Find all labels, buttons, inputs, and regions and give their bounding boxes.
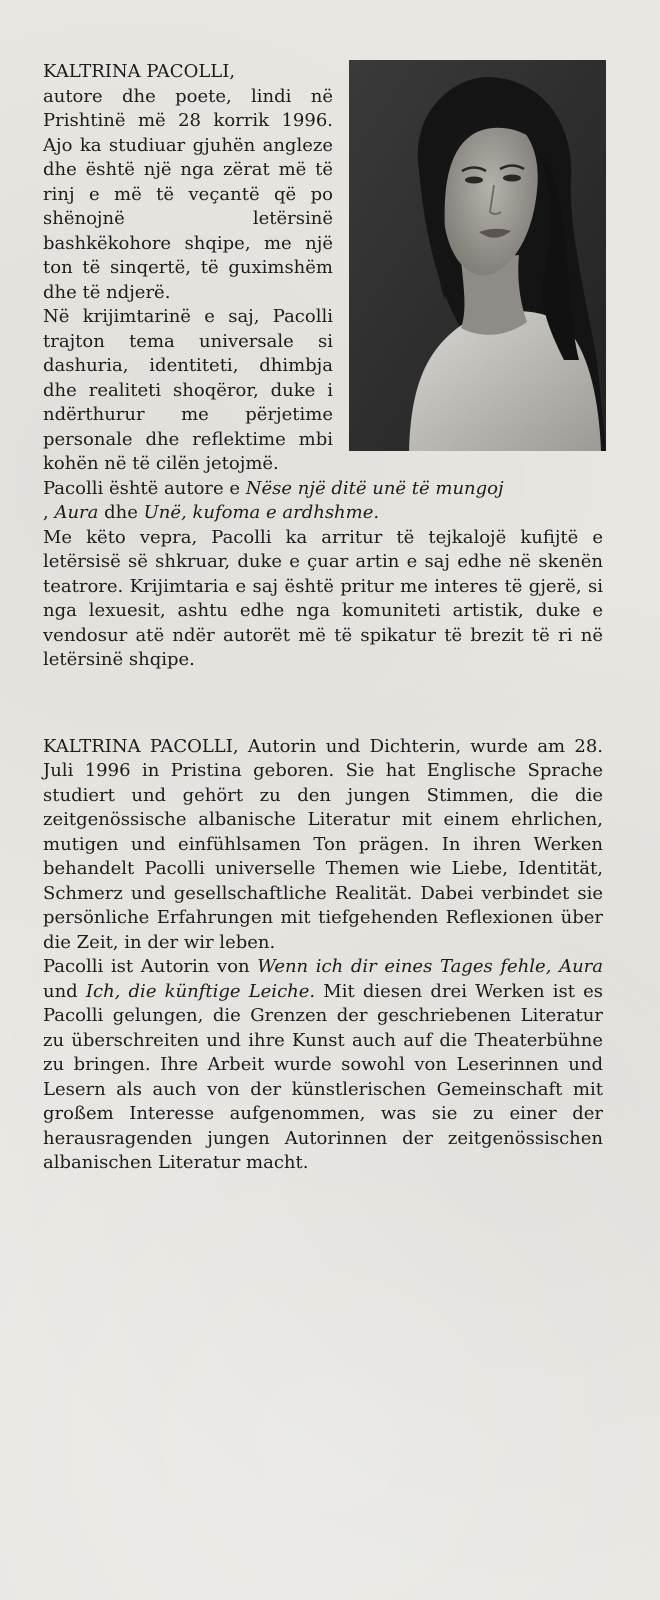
portrait-image (349, 60, 606, 451)
german-works-conjunction: und (43, 980, 86, 1002)
work-title: Ich, die künftige Leiche. (85, 980, 316, 1002)
albanian-bio-paragraph-4: Me këto vepra, Pacolli ka arritur të tejkalojë kufijtë e letërsisë së shkruar, duke e çuar artin e saj edhe në skenën teatrore. Krijimtaria e saj është pritur me interes të gjerë, si nga lexuesit, ashtu edhe nga komuniteti artistik, duke e vendosur atë ndër autorët më të spikatur të brezit të ri në letërsinë shqipe. (43, 526, 603, 670)
german-bio-paragraph-1 (43, 735, 603, 956)
german-bio-text-1: , Autorin und Dichterin, wurde am 28. Juli 1996 in Pristina geboren. Sie hat Englische Sprache studiert und gehört zu den jungen Stimmen, die die zeitgenössische albanische Literatur mit einem ehrlichen, mutigen und einfühlsamen Ton prägen. In ihren Werken behandelt Pacolli universelle Themen wie Liebe, Identität, Schmerz und gesellschaftliche Realität. Dabei verbindet sie persönliche Erfahrungen mit tiefgehenden Reflexionen über die Zeit, in der wir leben. (43, 735, 603, 953)
section-spacer (43, 673, 603, 735)
albanian-author-name: KALTRINA PACOLLI, (43, 61, 236, 82)
albanian-works-separator: , (43, 502, 55, 523)
albanian-bio-paragraph-1: autore dhe poete, lindi në Prishtinë më 28 korrik 1996. Ajo ka studiuar gjuhën angleze dhe është një nga zërat më të rinj e më të veçantë që po shënojnë letërsinë bashkëkohore shqipe, me një ton të sinqertë, të guximshëm dhe të ndjerë. (43, 85, 333, 303)
author-bio-page (43, 60, 603, 1176)
author-portrait-photo (349, 60, 606, 451)
german-bio-paragraph-2 (43, 955, 603, 1176)
german-works-prefix: Pacolli ist Autorin von (43, 956, 258, 977)
work-title: Wenn ich dir eines Tages fehle, Aura (257, 956, 603, 977)
albanian-works-prefix: Pacolli është autore e (43, 477, 246, 499)
work-title: Nëse një ditë unë të mungoj (245, 477, 504, 499)
albanian-bio-works (43, 477, 603, 526)
german-author-name: KALTRINA PACOLLI (43, 735, 233, 757)
albanian-works-conjunction: dhe (98, 502, 144, 523)
work-title: Unë, kufoma e ardhshme. (143, 502, 380, 523)
german-bio-text-2: Mit diesen drei Werken ist es Pacolli gelungen, die Grenzen der geschriebenen Literatur zu überschreiten und ihre Kunst auch auf die Theaterbühne zu bringen. Ihre Arbeit wurde sowohl von Leserinnen und Lesern als auch von der künstlerischen Gemeinschaft mit großem Interesse aufgenommen, was sie zu einer der herausragenden jungen Autorinnen der zeitgenössischen albanischen Literatur macht. (43, 980, 604, 1173)
work-title: Aura (54, 502, 99, 523)
albanian-bio-paragraph-2: Në krijimtarinë e saj, Pacolli trajton tema universale si dashuria, identiteti, dhimbja dhe realiteti shoqëror, duke i ndërthurur me përjetime personale dhe reflektime mbi kohën në të cilën jetojmë. (43, 306, 333, 474)
